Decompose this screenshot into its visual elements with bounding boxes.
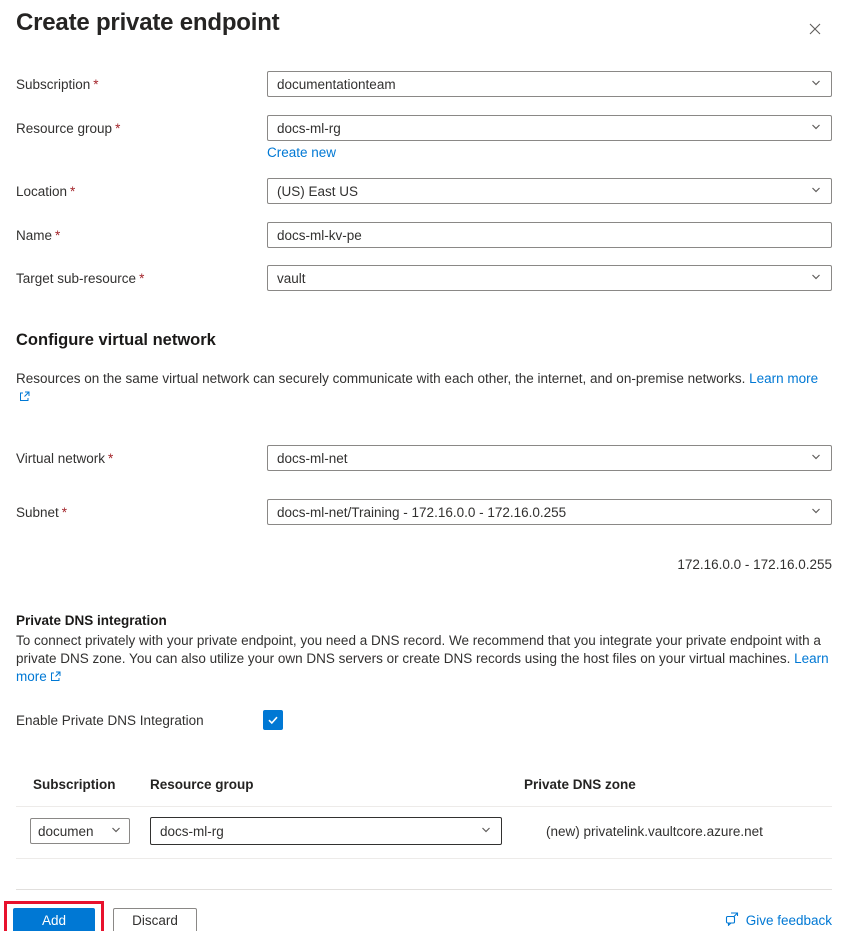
required-mark: * bbox=[70, 183, 76, 199]
dns-table-header-subscription: Subscription bbox=[33, 777, 116, 792]
chevron-down-icon bbox=[810, 451, 822, 466]
required-mark: * bbox=[93, 76, 99, 92]
name-label: Name * bbox=[16, 227, 61, 243]
external-link-icon bbox=[19, 389, 30, 407]
table-row bbox=[16, 807, 832, 859]
subscription-field-row bbox=[16, 71, 832, 97]
chevron-down-icon bbox=[810, 77, 822, 92]
create-new-link[interactable]: Create new bbox=[267, 145, 337, 160]
chevron-down-icon bbox=[810, 505, 822, 520]
row-subscription-select[interactable]: documen bbox=[30, 818, 130, 844]
required-mark: * bbox=[55, 227, 61, 243]
subscription-select[interactable]: documentationteam bbox=[267, 71, 832, 97]
location-select[interactable]: (US) East US bbox=[267, 178, 832, 204]
create-private-endpoint-panel bbox=[0, 8, 849, 931]
dns-learn-more-link[interactable]: Learn more bbox=[16, 651, 829, 684]
subnet-address-range: 172.16.0.0 - 172.16.0.255 bbox=[677, 557, 832, 572]
chevron-down-icon bbox=[110, 824, 122, 839]
required-mark: * bbox=[139, 270, 145, 286]
name-field-row bbox=[16, 222, 832, 248]
feedback-icon bbox=[725, 912, 741, 929]
dns-table-header-private-dns-zone: Private DNS zone bbox=[524, 777, 636, 792]
name-input[interactable] bbox=[267, 222, 832, 248]
subnet-select[interactable]: docs-ml-net/Training - 172.16.0.0 - 172.16.0.255 bbox=[267, 499, 832, 525]
footer-bar bbox=[4, 890, 832, 931]
vnet-learn-more-link[interactable]: Learn more bbox=[749, 371, 819, 386]
target-sub-resource-select[interactable]: vault bbox=[267, 265, 832, 291]
chevron-down-icon bbox=[810, 271, 822, 286]
chevron-down-icon bbox=[810, 121, 822, 136]
page-title: Create private endpoint bbox=[16, 9, 280, 36]
subnet-label: Subnet * bbox=[16, 504, 68, 520]
close-icon[interactable] bbox=[807, 21, 823, 37]
dns-description: To connect privately with your private endpoint, you need a DNS record. We recommend that you integrate your private endpoint with a private DNS zone. You can also utilize your own DNS servers or create DNS records using the host files on your virtual machines. Learn more bbox=[16, 632, 832, 687]
row-resource-group-select[interactable]: docs-ml-rg bbox=[150, 817, 502, 845]
resource-group-select[interactable]: docs-ml-rg bbox=[267, 115, 832, 141]
required-mark: * bbox=[108, 450, 114, 466]
enable-private-dns-checkbox[interactable] bbox=[263, 710, 283, 730]
virtual-network-select[interactable]: docs-ml-net bbox=[267, 445, 832, 471]
resource-group-field-row bbox=[16, 115, 832, 141]
target-sub-resource-field-row bbox=[16, 265, 832, 291]
enable-private-dns-row bbox=[16, 710, 832, 730]
private-dns-integration-heading: Private DNS integration bbox=[16, 613, 167, 628]
annotation-highlight-box bbox=[4, 901, 104, 931]
vnet-description: Resources on the same virtual network can securely communicate with each other, the internet, and on-premise networks. Learn more bbox=[16, 370, 832, 407]
dns-table-header bbox=[16, 776, 832, 794]
add-button[interactable]: Add bbox=[13, 908, 95, 931]
subscription-label: Subscription * bbox=[16, 76, 99, 92]
subnet-field-row bbox=[16, 499, 832, 525]
location-field-row bbox=[16, 178, 832, 204]
chevron-down-icon bbox=[810, 184, 822, 199]
give-feedback-link[interactable]: Give feedback bbox=[725, 912, 832, 929]
configure-virtual-network-heading: Configure virtual network bbox=[16, 331, 216, 349]
dns-table-header-resource-group: Resource group bbox=[150, 777, 254, 792]
target-sub-resource-label: Target sub-resource * bbox=[16, 270, 145, 286]
enable-private-dns-label: Enable Private DNS Integration bbox=[16, 712, 204, 728]
virtual-network-field-row bbox=[16, 445, 832, 471]
required-mark: * bbox=[61, 504, 68, 520]
required-mark: * bbox=[115, 120, 121, 136]
location-label: Location * bbox=[16, 183, 76, 199]
external-link-icon bbox=[50, 669, 61, 687]
virtual-network-label: Virtual network * bbox=[16, 450, 114, 466]
resource-group-label: Resource group * bbox=[16, 120, 121, 136]
row-private-dns-zone-value: (new) privatelink.vaultcore.azure.net bbox=[546, 823, 763, 839]
discard-button[interactable]: Discard bbox=[113, 908, 197, 931]
chevron-down-icon bbox=[480, 824, 492, 839]
